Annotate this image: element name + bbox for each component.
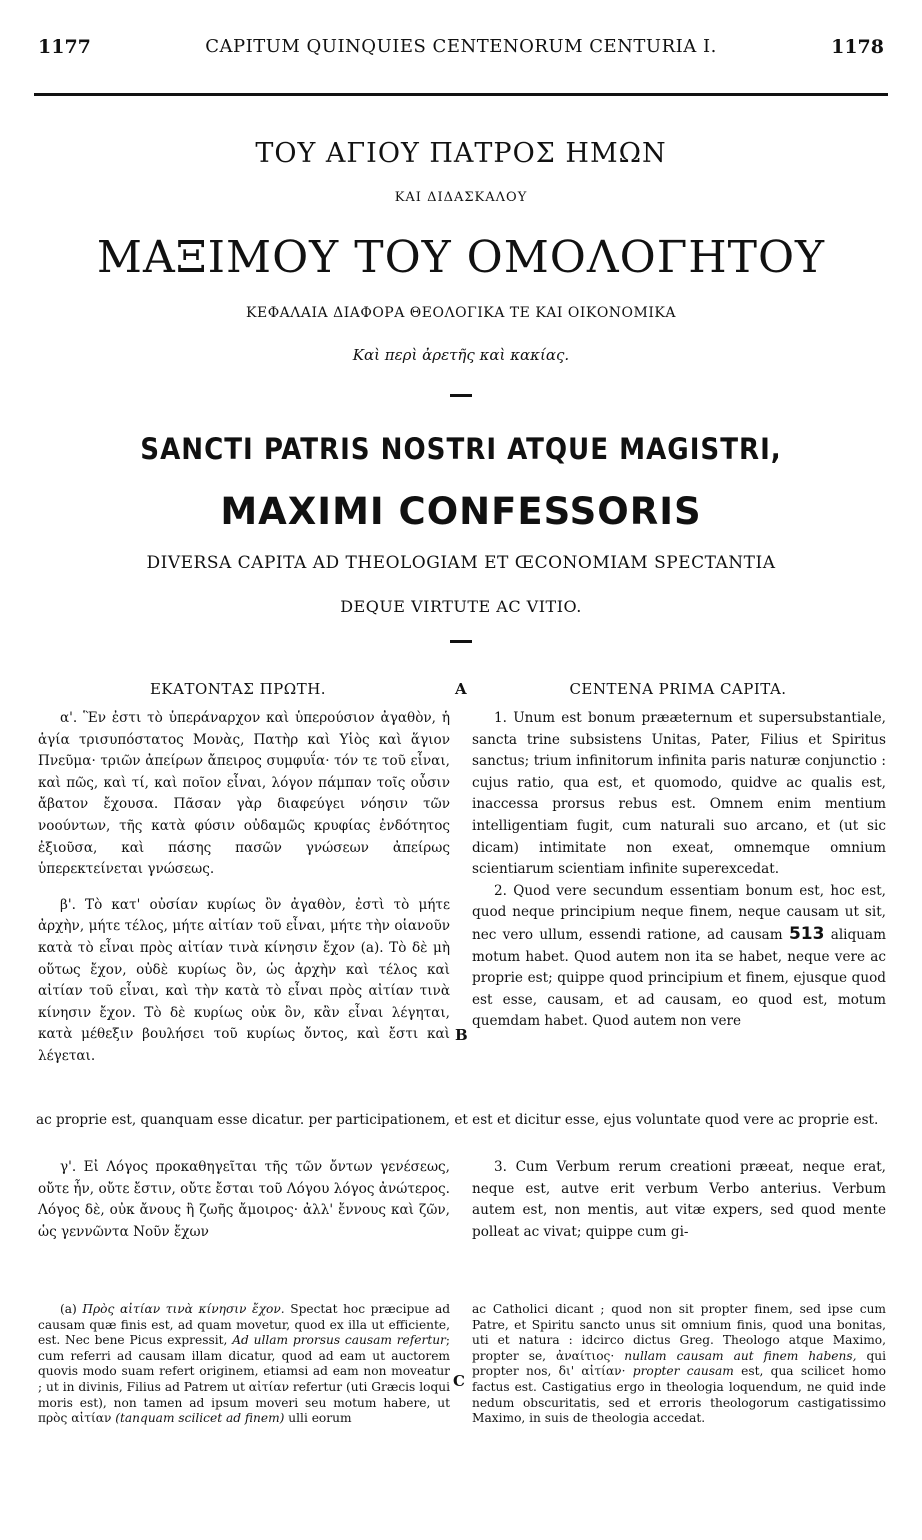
header-rule [34, 93, 888, 96]
footnote-a-continued [472, 1302, 886, 1427]
separator-dash [450, 640, 472, 643]
latin-subtitle-2: DEQUE VIRTUTE AC VITIO. [340, 597, 582, 616]
separator-dash [450, 394, 472, 397]
footnote-right [472, 1302, 886, 1427]
footnote-text: Spectat hoc præcipue ad causam quæ finis est, ad quam movetur, quod ex illa ut efficiente, est. Nec bene Picus expressit, [38, 1302, 451, 1348]
running-head: CAPITUM QUINQUIES CENTENORUM CENTURIA I. [205, 36, 717, 57]
footnote-italic: Ad ullam prorsus causam refertur [232, 1333, 446, 1348]
migne-column-reference: 513 [788, 923, 825, 944]
greek-subtitle-italic: Καὶ περὶ ἀρετῆς καὶ κακίας. [352, 346, 570, 364]
greek-chapter-1: α'. Ἓν ἐστι τὸ ὑπεράναρχον καὶ ὑπερούσιον ἀγαθὸν, ἡ ἁγία τρισυπόστατος Μονὰς, Πατὴρ καὶ Υἱὸς καὶ ἅγιον Πνεῦμα· τριῶν ἀπείρων ἄπειρος συμφυΐα· τόν τε τοῦ εἶναι, καὶ πῶς, καὶ τί, καὶ ποῖον εἶναι, λόγον πάμπαν τοῖς οὖσιν ἄβατον ἔχουσα. Πᾶσαν γὰρ διαφεύγει νόησιν τῶν νοούντων, τῆς κατὰ φύσιν οὐδαμῶς κρυφίας ἐνδότητος ἐξιοῦσα, καὶ πάσης πασῶν γνώσεων ἀπείρως ὑπερεκτείνεται γνώσεως. [38, 710, 450, 878]
latin-column-upper [472, 708, 886, 1033]
greek-chapter-3: γ'. Εἰ Λόγος προκαθηγεῖται τῆς τῶν ὄντων γενέσεως, οὔτε ἦν, οὔτε ἔστιν, οὔτε ἔσται τοῦ Λόγου λόγος ἀνώτερος. Λόγος δὲ, οὐκ ἄνους ἢ ζωῆς ἄμοιρος· ἀλλ' ἔννους καὶ ζῶν, ὡς γεννῶντα Νοῦν ἔχων [38, 1159, 450, 1240]
greek-subtitle: ΚΕΦΑΛΑΙΑ ΔΙΑΦΟΡΑ ΘΕΟΛΟΓΙΚΑ ΤΕ ΚΑΙ ΟΙΚΟΝΟΜΙΚΑ [246, 305, 676, 321]
latin-column-lower [472, 1157, 886, 1243]
latin-chapter-1: 1. Unum est bonum prææternum et supersubstantiale, sancta trine subsistens Unitas, Pater, Filius et Spiritus sanctus; trium infinitorum infinita paris naturæ conjunctio : cujus ratio, qua est, et quomodo, quidve ac qualis est, inaccessa prorsus rebus est. Omnem enim mentium intelligentiam fugit, cum naturali suo arcano, et (ut sic dicam) intimitate non exeat, omnemque omnium scientiarum scientiam infinite superexcedat. [472, 710, 886, 878]
greek-title-line-1: ΤΟΥ ΑΓΙΟΥ ΠΑΤΡΟΣ ΗΜΩΝ [255, 138, 667, 169]
margin-marker-b: B [455, 1026, 468, 1044]
footnote-text: ac Catholici dicant ; quod non sit propter finem, sed ipse cum Patre, et Spiritu sancto unus sit omnium finis, quod una bonitas, uti et natura : idcirco dictus Greg. Theologo atque Maximo, propter se, ἀναίτιος· [472, 1302, 886, 1363]
footnote-italic: nullam causam aut finem habens, [624, 1348, 857, 1363]
greek-column-lower [38, 1157, 450, 1243]
footnote-left [38, 1302, 450, 1427]
greek-title-line-2: ΚΑΙ ΔΙΔΑΣΚΑΛΟΥ [394, 190, 528, 205]
footnote-greek-lemma: Πρὸς αἰτίαν τινὰ κίνησιν ἔχον. [82, 1302, 285, 1316]
footnote-text: ; cum referri ad causam illam dicatur, quod ad eam ut auctorem quovis modo suam refert originem, etiamsi ad eam non moveatur ; ut in divinis, Filius ad Patrem ut αἰτίαν refertur (uti Græcis loqui moris est), non tamen ad ipsum moveri seu motum habere, ut πρὸς αἰτίαν [38, 1333, 450, 1426]
latin-chapter-2-text-a: 2. Quod vere secundum essentiam bonum est, hoc est, quod neque principium neque finem, neque causam ut sit, nec vero ullum, essendi ratione, ad causam [472, 882, 886, 943]
greek-title-main: ΜΑΞΙΜΟΥ ΤΟΥ ΟΜΟΛΟΓΗΤΟΥ [96, 232, 826, 283]
page-number-right: 1178 [831, 36, 884, 58]
latin-chapter-2 [472, 881, 886, 1033]
footnote-a [38, 1302, 450, 1427]
latin-column-heading: CENTENA PRIMA CAPITA. [569, 680, 787, 698]
margin-marker-a: A [455, 680, 467, 698]
latin-chapter-2-text-b: aliquam motum habet. Quod autem non ita se habet, neque vere ac proprie est; quippe quod principium et finem, ejusque quod est esse, causam, et ad causam, eo quod est, motum quemdam habet. Quod autem non vere [472, 926, 886, 1030]
latin-title-main: MAXIMI CONFESSORIS [220, 490, 702, 533]
page-number-left: 1177 [38, 36, 91, 58]
greek-chapter-2: β'. Τὸ κατ' οὐσίαν κυρίως ὂν ἀγαθὸν, ἐστὶ τὸ μήτε ἀρχὴν, μήτε τέλος, μήτε αἰτίαν τοῦ εἶναι, μήτε τὴν οἱανοῦν κατὰ τὸ εἶναι πρὸς αἰτίαν τινὰ κίνησιν ἔχον (a). Τὸ δὲ μὴ οὕτως ἔχον, οὐδὲ κυρίως ὂν, ὡς ἀρχὴν καὶ τέλος καὶ αἰτίαν τοῦ εἶναι, καὶ τὴν κατὰ τὸ εἶναι πρὸς αἰτίαν τινὰ κίνησιν ἔχον. Τὸ δὲ κυρίως οὐκ ὂν, κἂν εἶναι λέγηται, κατὰ μέθεξιν βουλήσει τοῦ κυρίως ὄντος, καὶ ἔστι καὶ λέγεται. [38, 896, 450, 1064]
footnote-italic: (tanquam scilicet ad finem) [115, 1411, 285, 1426]
footnote-label: (a) [60, 1302, 77, 1316]
greek-column-heading: ΕΚΑΤΟΝΤΑΣ ΠΡΩΤΗ. [149, 680, 327, 698]
footnote-text: est, qua scilicet homo factus est. Castigatius ergo in theologia loquendum, ne quid inde nedum obscuritatis, sed et erroris theologorum castigatissimo Maximo, in suis de theologia accedat. [472, 1364, 886, 1426]
greek-column-upper [38, 708, 450, 1068]
latin-title-line-1: SANCTI PATRIS NOSTRI ATQUE MAGISTRI, [140, 432, 782, 466]
latin-chapter-3: 3. Cum Verbum rerum creationi præeat, neque erat, neque est, autve erit verbum Verbo anterius. Verbum autem est, non mentis, aut vitæ expers, sed quod mente polleat ac vivat; quippe cum gi- [472, 1159, 886, 1240]
margin-marker-c: C [453, 1372, 465, 1390]
latin-subtitle: DIVERSA CAPITA AD THEOLOGIAM ET ŒCONOMIAM SPECTANTIA [146, 553, 776, 573]
footnote-italic: propter causam [632, 1364, 734, 1379]
footnote-text: ulli eorum [288, 1411, 352, 1426]
latin-full-width-continuation: ac proprie est, quanquam esse dicatur. per participationem, et est et dicitur esse, ejus voluntate quod vere ac proprie est. [36, 1112, 879, 1128]
footnote-text: qui propter nos, δι' αἰτίαν· [472, 1348, 887, 1379]
